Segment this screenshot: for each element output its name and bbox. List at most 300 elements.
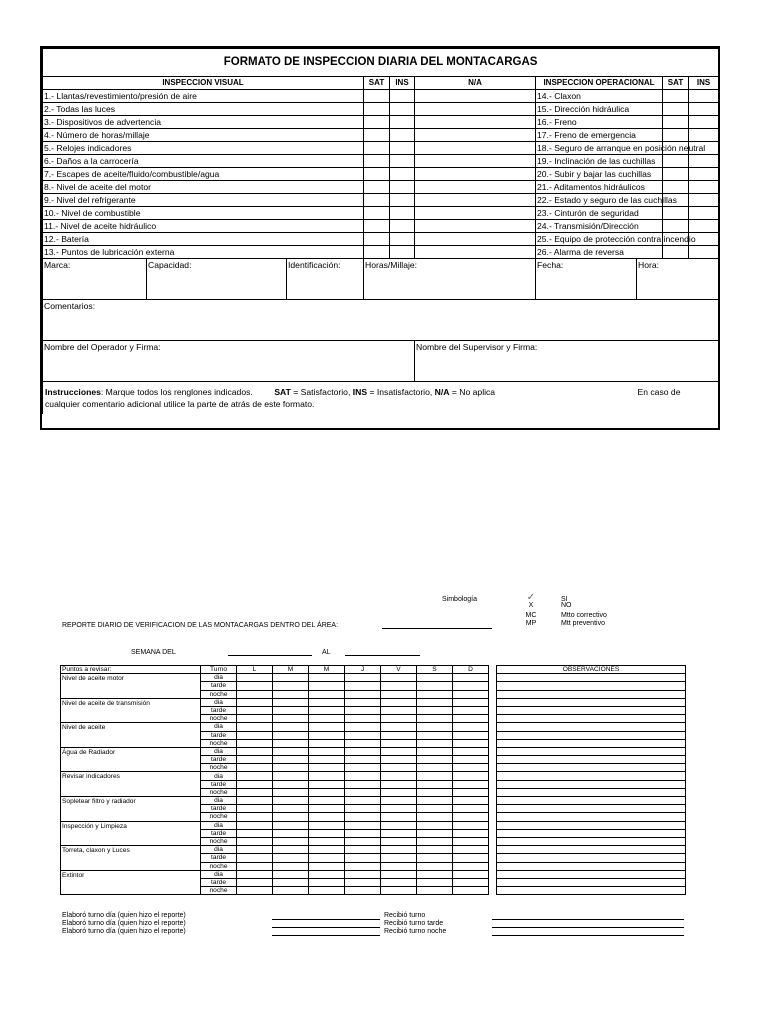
day-cell[interactable]: [345, 756, 381, 764]
grid-row: [61, 698, 489, 706]
day-cell[interactable]: [273, 878, 309, 886]
day-cell[interactable]: [417, 805, 453, 813]
observation-cell[interactable]: [497, 870, 686, 878]
day-cell[interactable]: [237, 837, 273, 845]
observation-cell[interactable]: [497, 756, 686, 764]
day-cell[interactable]: [381, 837, 417, 845]
day-cell[interactable]: [309, 887, 345, 895]
day-cell[interactable]: [273, 690, 309, 698]
day-cell[interactable]: [453, 772, 489, 780]
day-cell[interactable]: [273, 813, 309, 821]
observation-row: [497, 764, 686, 772]
day-cell[interactable]: [345, 805, 381, 813]
elaboro-line[interactable]: [272, 919, 380, 920]
observation-cell[interactable]: [497, 813, 686, 821]
identificacion-field[interactable]: Identificación:: [287, 259, 364, 300]
operador-field[interactable]: Nombre del Operador y Firma:: [43, 341, 415, 382]
day-cell[interactable]: [345, 821, 381, 829]
observation-cell[interactable]: [497, 788, 686, 796]
day-cell[interactable]: [453, 706, 489, 714]
day-cell[interactable]: [381, 772, 417, 780]
symbol-glyph: ✓: [526, 592, 536, 603]
day-cell[interactable]: [381, 747, 417, 755]
day-cell[interactable]: [417, 706, 453, 714]
day-cell[interactable]: [345, 878, 381, 886]
day-cell[interactable]: [453, 731, 489, 739]
day-cell[interactable]: [453, 788, 489, 796]
day-cell[interactable]: [453, 674, 489, 682]
observation-cell[interactable]: [497, 878, 686, 886]
observation-row: [497, 805, 686, 813]
day-cell[interactable]: [273, 821, 309, 829]
day-cell[interactable]: [417, 837, 453, 845]
day-cell[interactable]: [237, 887, 273, 895]
observation-row: [497, 797, 686, 805]
day-cell[interactable]: [381, 698, 417, 706]
day-cell[interactable]: [237, 747, 273, 755]
day-cell[interactable]: [417, 870, 453, 878]
day-cell[interactable]: [273, 731, 309, 739]
day-cell[interactable]: [309, 805, 345, 813]
shift-label: dia: [201, 723, 237, 731]
day-cell[interactable]: [237, 706, 273, 714]
comentarios-field[interactable]: Comentarios:: [43, 300, 719, 341]
observation-cell[interactable]: [497, 772, 686, 780]
day-cell[interactable]: [417, 739, 453, 747]
day-cell[interactable]: [345, 772, 381, 780]
observation-cell[interactable]: [497, 780, 686, 788]
day-cell[interactable]: [453, 698, 489, 706]
day-cell[interactable]: [273, 682, 309, 690]
day-cell[interactable]: [273, 706, 309, 714]
day-cell[interactable]: [417, 862, 453, 870]
day-cell[interactable]: [417, 690, 453, 698]
observation-cell[interactable]: [497, 674, 686, 682]
instr-ins: INS: [352, 387, 368, 397]
observation-cell[interactable]: [497, 682, 686, 690]
day-cell[interactable]: [309, 739, 345, 747]
operational-header: INSPECCION OPERACIONAL: [536, 77, 663, 90]
day-cell[interactable]: [237, 756, 273, 764]
day-cell[interactable]: [453, 821, 489, 829]
shift-label: tarde: [201, 829, 237, 837]
day-cell[interactable]: [345, 797, 381, 805]
visual-item: 2.- Todas las luces: [43, 103, 364, 116]
day-cell[interactable]: [417, 731, 453, 739]
day-cell[interactable]: [309, 731, 345, 739]
day-cell[interactable]: [381, 756, 417, 764]
recibio-line[interactable]: [492, 919, 684, 920]
day-cell[interactable]: [453, 797, 489, 805]
observation-row: [497, 788, 686, 796]
observation-cell[interactable]: [497, 690, 686, 698]
day-cell[interactable]: [381, 846, 417, 854]
day-cell[interactable]: [237, 870, 273, 878]
day-cell[interactable]: [453, 813, 489, 821]
day-cell[interactable]: [273, 756, 309, 764]
day-cell[interactable]: [345, 674, 381, 682]
day-cell[interactable]: [309, 715, 345, 723]
observation-cell[interactable]: [497, 747, 686, 755]
day-cell[interactable]: [345, 837, 381, 845]
observation-cell[interactable]: [497, 698, 686, 706]
observation-row: [497, 854, 686, 862]
day-cell[interactable]: [381, 878, 417, 886]
observation-row: [497, 674, 686, 682]
observation-cell[interactable]: [497, 797, 686, 805]
shift-label: tarde: [201, 756, 237, 764]
shift-label: noche: [201, 788, 237, 796]
day-cell[interactable]: [381, 829, 417, 837]
day-cell[interactable]: [237, 854, 273, 862]
day-cell[interactable]: [345, 747, 381, 755]
day-cell[interactable]: [309, 862, 345, 870]
shift-label: noche: [201, 690, 237, 698]
supervisor-field[interactable]: Nombre del Supervisor y Firma:: [415, 341, 719, 382]
fecha-field[interactable]: Fecha:: [536, 259, 637, 300]
day-cell[interactable]: [273, 788, 309, 796]
observation-cell[interactable]: [497, 829, 686, 837]
day-cell[interactable]: [345, 739, 381, 747]
day-cell[interactable]: [273, 846, 309, 854]
visual-item: 11.- Nivel de aceite hidráulico: [43, 220, 364, 233]
day-cell[interactable]: [345, 780, 381, 788]
area-line[interactable]: [382, 628, 492, 629]
operational-item: 24.- Transmisión/Dirección: [536, 220, 663, 233]
shift-label: tarde: [201, 706, 237, 714]
day-cell[interactable]: [237, 731, 273, 739]
day-cell[interactable]: [345, 698, 381, 706]
day-cell[interactable]: [237, 797, 273, 805]
day-cell[interactable]: [273, 739, 309, 747]
day-cell[interactable]: [417, 698, 453, 706]
day-cell[interactable]: [309, 854, 345, 862]
observation-cell[interactable]: [497, 739, 686, 747]
day-cell[interactable]: [309, 747, 345, 755]
operational-item: 19.- Inclinación de las cuchillas: [536, 155, 663, 168]
day-cell[interactable]: [345, 731, 381, 739]
instr-text-3: cualquier comentario adicional utilice la parte de atrás de este formato.: [45, 399, 315, 409]
elaboro-line[interactable]: [272, 927, 380, 928]
day-cell[interactable]: [309, 690, 345, 698]
day-cell[interactable]: [417, 780, 453, 788]
grid-row: [61, 821, 489, 829]
elaboro-label: Elaboró turno día (quien hizo el reporte): [62, 912, 186, 919]
day-cell[interactable]: [381, 788, 417, 796]
day-cell[interactable]: [453, 887, 489, 895]
day-cell[interactable]: [309, 829, 345, 837]
observation-row: [497, 878, 686, 886]
ins-header-visual: INS: [390, 77, 415, 90]
day-cell[interactable]: [309, 870, 345, 878]
observaciones-header: OBSERVACIONES: [497, 666, 686, 674]
day-cell[interactable]: [453, 682, 489, 690]
day-cell[interactable]: [417, 723, 453, 731]
observation-cell[interactable]: [497, 723, 686, 731]
day-cell[interactable]: [309, 698, 345, 706]
day-cell[interactable]: [273, 772, 309, 780]
day-cell[interactable]: [453, 837, 489, 845]
day-cell[interactable]: [417, 878, 453, 886]
day-cell[interactable]: [237, 772, 273, 780]
day-cell[interactable]: [417, 715, 453, 723]
day-cell[interactable]: [417, 887, 453, 895]
day-cell[interactable]: [273, 862, 309, 870]
day-cell[interactable]: [453, 854, 489, 862]
day-cell[interactable]: [309, 772, 345, 780]
semana-line[interactable]: [228, 655, 312, 656]
day-cell[interactable]: [381, 887, 417, 895]
day-cell[interactable]: [309, 780, 345, 788]
capacidad-field[interactable]: Capacidad:: [147, 259, 287, 300]
day-cell[interactable]: [309, 788, 345, 796]
day-cell[interactable]: [453, 739, 489, 747]
day-cell[interactable]: [453, 805, 489, 813]
day-cell[interactable]: [237, 846, 273, 854]
day-cell[interactable]: [381, 870, 417, 878]
day-cell[interactable]: [345, 829, 381, 837]
day-cell[interactable]: [309, 764, 345, 772]
day-cell[interactable]: [417, 846, 453, 854]
observation-cell[interactable]: [497, 821, 686, 829]
day-cell[interactable]: [237, 821, 273, 829]
visual-item: 6.- Daños a la carrocería: [43, 155, 364, 168]
ins-header-operational: INS: [689, 77, 719, 90]
day-cell[interactable]: [273, 887, 309, 895]
day-cell[interactable]: [345, 862, 381, 870]
day-cell[interactable]: [237, 698, 273, 706]
elaboro-line[interactable]: [272, 935, 380, 936]
grid-row: [61, 772, 489, 780]
shift-label: tarde: [201, 854, 237, 862]
day-cell[interactable]: [273, 674, 309, 682]
day-cell[interactable]: [309, 706, 345, 714]
check-item: Água de Radiador: [61, 747, 201, 772]
day-cell[interactable]: [345, 870, 381, 878]
day-cell[interactable]: [381, 780, 417, 788]
day-cell[interactable]: [309, 821, 345, 829]
day-cell[interactable]: [381, 690, 417, 698]
day-cell[interactable]: [381, 739, 417, 747]
day-cell[interactable]: [345, 706, 381, 714]
day-cell[interactable]: [309, 674, 345, 682]
horas-field[interactable]: Horas/Millaje:: [364, 259, 536, 300]
observation-cell[interactable]: [497, 706, 686, 714]
observation-cell[interactable]: [497, 715, 686, 723]
observation-cell[interactable]: [497, 854, 686, 862]
observation-cell[interactable]: [497, 837, 686, 845]
day-cell[interactable]: [309, 837, 345, 845]
hora-field[interactable]: Hora:: [637, 259, 719, 300]
day-header: L: [237, 666, 273, 674]
day-cell[interactable]: [381, 805, 417, 813]
day-cell[interactable]: [345, 764, 381, 772]
day-cell[interactable]: [381, 731, 417, 739]
na-header-visual: N/A: [415, 77, 536, 90]
day-cell[interactable]: [417, 772, 453, 780]
day-cell[interactable]: [309, 682, 345, 690]
day-cell[interactable]: [237, 813, 273, 821]
check-item: Nivel de aceite: [61, 723, 201, 748]
grid-row: [61, 846, 489, 854]
visual-item: 8.- Nivel de aceite del motor: [43, 181, 364, 194]
day-cell[interactable]: [345, 682, 381, 690]
day-cell[interactable]: [453, 756, 489, 764]
day-cell[interactable]: [273, 837, 309, 845]
day-cell[interactable]: [381, 813, 417, 821]
shift-label: noche: [201, 813, 237, 821]
check-item: Extintor: [61, 870, 201, 895]
day-cell[interactable]: [345, 788, 381, 796]
day-cell[interactable]: [453, 829, 489, 837]
observation-row: [497, 846, 686, 854]
day-cell[interactable]: [417, 821, 453, 829]
day-cell[interactable]: [309, 846, 345, 854]
day-cell[interactable]: [273, 829, 309, 837]
shift-label: tarde: [201, 780, 237, 788]
day-cell[interactable]: [345, 887, 381, 895]
visual-item: 7.- Escapes de aceite/fluido/combustible/agua: [43, 168, 364, 181]
observation-row: [497, 772, 686, 780]
recibio-line[interactable]: [492, 927, 684, 928]
day-cell[interactable]: [237, 862, 273, 870]
day-cell[interactable]: [453, 690, 489, 698]
day-header: M: [309, 666, 345, 674]
observation-row: [497, 756, 686, 764]
operational-item: 15.- Dirección hidráulica: [536, 103, 663, 116]
day-cell[interactable]: [417, 764, 453, 772]
instr-na: N/A: [434, 387, 450, 397]
day-cell[interactable]: [453, 723, 489, 731]
day-cell[interactable]: [237, 829, 273, 837]
day-cell[interactable]: [453, 862, 489, 870]
day-cell[interactable]: [417, 813, 453, 821]
visual-item: 10.- Nivel de combustible: [43, 207, 364, 220]
day-cell[interactable]: [309, 878, 345, 886]
semana-label: SEMANA DEL: [131, 649, 176, 656]
elaboro-label: Elaboró turno día (quien hizo el reporte): [62, 928, 186, 935]
day-cell[interactable]: [345, 723, 381, 731]
day-cell[interactable]: [273, 870, 309, 878]
day-cell[interactable]: [381, 723, 417, 731]
day-cell[interactable]: [273, 854, 309, 862]
recibio-label: Recibió turno tarde: [384, 920, 444, 927]
day-cell[interactable]: [381, 862, 417, 870]
instr-ins-text: = Insatisfactorio,: [367, 387, 435, 397]
day-cell[interactable]: [237, 764, 273, 772]
instr-text-2: En caso de: [637, 387, 681, 397]
observation-row: [497, 829, 686, 837]
observation-cell[interactable]: [497, 764, 686, 772]
day-cell[interactable]: [345, 690, 381, 698]
day-cell[interactable]: [237, 690, 273, 698]
shift-label: dia: [201, 870, 237, 878]
grid-row: [61, 723, 489, 731]
day-cell[interactable]: [381, 674, 417, 682]
day-cell[interactable]: [417, 854, 453, 862]
observation-cell[interactable]: [497, 862, 686, 870]
day-cell[interactable]: [309, 756, 345, 764]
day-cell[interactable]: [309, 813, 345, 821]
observation-cell[interactable]: [497, 887, 686, 895]
day-cell[interactable]: [417, 682, 453, 690]
day-cell[interactable]: [345, 813, 381, 821]
observation-row: [497, 862, 686, 870]
day-cell[interactable]: [453, 878, 489, 886]
day-cell[interactable]: [273, 805, 309, 813]
day-cell[interactable]: [417, 797, 453, 805]
recibio-line[interactable]: [492, 935, 684, 936]
day-cell[interactable]: [273, 780, 309, 788]
grid-row: [61, 674, 489, 682]
day-cell[interactable]: [273, 747, 309, 755]
observation-row: [497, 723, 686, 731]
day-cell[interactable]: [237, 715, 273, 723]
day-cell[interactable]: [417, 747, 453, 755]
day-cell[interactable]: [453, 747, 489, 755]
day-cell[interactable]: [237, 780, 273, 788]
day-cell[interactable]: [273, 797, 309, 805]
day-cell[interactable]: [453, 715, 489, 723]
day-cell[interactable]: [381, 715, 417, 723]
observation-cell[interactable]: [497, 731, 686, 739]
day-cell[interactable]: [273, 698, 309, 706]
day-cell[interactable]: [237, 723, 273, 731]
operational-item: 26.- Alarma de reversa: [536, 246, 663, 259]
grid-row: [61, 747, 489, 755]
day-cell[interactable]: [237, 674, 273, 682]
observation-cell[interactable]: [497, 805, 686, 813]
marca-field[interactable]: Marca:: [43, 259, 147, 300]
day-cell[interactable]: [273, 764, 309, 772]
day-cell[interactable]: [417, 756, 453, 764]
day-cell[interactable]: [453, 780, 489, 788]
day-cell[interactable]: [453, 764, 489, 772]
day-cell[interactable]: [309, 797, 345, 805]
day-cell[interactable]: [381, 764, 417, 772]
grid-row: [61, 797, 489, 805]
day-cell[interactable]: [345, 715, 381, 723]
day-cell[interactable]: [381, 706, 417, 714]
day-cell[interactable]: [453, 870, 489, 878]
observation-cell[interactable]: [497, 846, 686, 854]
day-cell[interactable]: [381, 797, 417, 805]
day-cell[interactable]: [237, 788, 273, 796]
report-title: REPORTE DIARIO DE VERIFICACION DE LAS MONTACARGAS DENTRO DEL ÁREA:: [62, 622, 339, 629]
day-cell[interactable]: [273, 715, 309, 723]
day-cell[interactable]: [345, 854, 381, 862]
day-cell[interactable]: [417, 674, 453, 682]
day-cell[interactable]: [309, 723, 345, 731]
day-cell[interactable]: [381, 821, 417, 829]
day-cell[interactable]: [381, 682, 417, 690]
shift-label: noche: [201, 837, 237, 845]
symbol-meaning: SI: [561, 596, 568, 603]
day-cell[interactable]: [417, 788, 453, 796]
day-cell[interactable]: [273, 723, 309, 731]
day-cell[interactable]: [237, 739, 273, 747]
day-cell[interactable]: [237, 878, 273, 886]
day-cell[interactable]: [453, 846, 489, 854]
day-cell[interactable]: [237, 682, 273, 690]
day-cell[interactable]: [345, 846, 381, 854]
operational-item: 14.- Claxon: [536, 90, 663, 103]
day-cell[interactable]: [237, 805, 273, 813]
al-line[interactable]: [345, 655, 420, 656]
day-cell[interactable]: [381, 854, 417, 862]
day-cell[interactable]: [417, 829, 453, 837]
observation-row: [497, 837, 686, 845]
